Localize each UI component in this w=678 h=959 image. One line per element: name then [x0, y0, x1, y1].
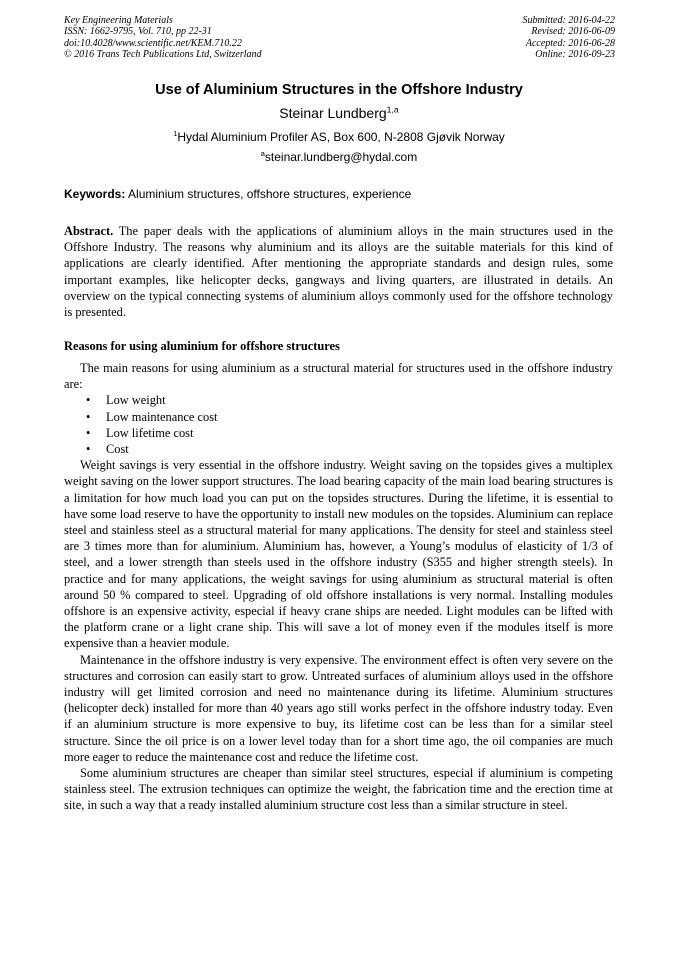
list-item: • Low weight — [86, 392, 613, 408]
journal-name: Key Engineering Materials — [64, 15, 173, 26]
section-heading: Reasons for using aluminium for offshore structures — [64, 339, 340, 353]
author-superscript: 1,a — [386, 104, 399, 115]
section-body — [64, 360, 613, 814]
affiliation-superscript: 1 — [173, 129, 178, 138]
keywords-label: Keywords: — [64, 187, 126, 201]
paper-title: Use of Aluminium Structures in the Offshore Industry — [155, 82, 523, 98]
journal-doi: doi:10.4028/www.scientific.net/KEM.710.22 — [64, 37, 242, 49]
author-name: Steinar Lundberg — [279, 105, 387, 121]
paragraph-maintenance: Maintenance in the offshore industry is very expensive. The environment effect is often very severe on the structures and corrosion can easily start to grow. Untreated surfaces of aluminium alloys used in the offshore industry will get limited corrosion and need no maintenance during its lifetime. Aluminium structures (helicopter deck) installed for more than 40 years ago still works perfect in the offshore industry today. Even if an aluminium structure is more expensive to buy, its lifetime cost can be less than for a similar steel structure. Since the oil price is on a lower level today than for a short time ago, the oil companies are much more eager to reduce the maintenance cost and reduce the lifetime cost. — [64, 652, 613, 764]
author-line — [0, 105, 678, 121]
section-intro: The main reasons for using aluminium as a structural material for structures used in the offshore industry are: — [64, 361, 613, 392]
journal-issn: ISSN: 1662-9795, Vol. 710, pp 22-31 — [64, 26, 212, 38]
email-line — [0, 150, 678, 164]
date-accepted: Accepted: 2016-06-28 — [525, 37, 615, 49]
date-revised: Revised: 2016-06-09 — [531, 26, 615, 38]
affiliation-text: Hydal Aluminium Profiler AS, Box 600, N-2808 Gjøvik Norway — [177, 130, 505, 144]
publication-dates — [523, 15, 616, 61]
keywords-text: Aluminium structures, offshore structures, experience — [125, 187, 412, 201]
email-address: steinar.lundberg@hydal.com — [264, 150, 418, 164]
date-submitted: Submitted: 2016-04-22 — [522, 15, 615, 26]
list-item: • Low maintenance cost — [86, 409, 613, 425]
reasons-list — [64, 392, 613, 457]
date-online: Online: 2016-09-23 — [535, 49, 615, 61]
paragraph-cost: Some aluminium structures are cheaper than similar steel structures, especial if aluminium is competing stainless steel. The extrusion techniques can optimize the weight, the fabrication time and the erection time at site, in such a way that a ready installed aluminium structure cost less than a similar structure in steel. — [64, 766, 613, 813]
list-item: • Cost — [86, 441, 613, 457]
abstract-label: Abstract. — [64, 224, 114, 238]
keywords — [64, 187, 616, 201]
list-item: • Low lifetime cost — [86, 425, 613, 441]
paragraph-weight: Weight savings is very essential in the offshore industry. Weight saving on the topsides gives a multiplex weight saving on the lower support structures. The load bearing capacity of the main load bearing structures is a limitation for how much load you can put on the topsides structures. During the lifetime, it is essential to have some load reserve to have the opportunity to install new modules on the topsides. Aluminium can replace steel and stainless steel as a structural material for many applications. The density for steel and stainless steel are 3 times more than for aluminium. Aluminium has, however, a Young’s modulus of elasticity of 1/3 of steel, and a lower strength than steels used in the offshore industry (S355 and higher strength steels). In practice and for many applications, the weight savings for using aluminium as structural material is often around 50 % compared to steel. Upgrading of old offshore installations is very normal. Installing modules offshore is an expensive activity, especial if heavy crane ships are needed. Light modules can be lifted with the platform crane or a light crane ship. This will save a lot of money even if the modules itself is more expensive than a heavier module. — [64, 458, 613, 651]
journal-info — [64, 15, 262, 61]
journal-copyright: © 2016 Trans Tech Publications Ltd, Switzerland — [64, 49, 262, 61]
abstract-text: The paper deals with the applications of aluminium alloys in the main structures used in the Offshore Industry. The reasons why aluminium and its alloys are the suitable materials for this kind of applications are clearly identified. After mentioning the appropriate standards and design rules, some important examples, like helicopter decks, gangways and living quarters, are illustrated in details. An overview on the typical connecting systems of aluminium alloys commonly used for the offshore technology is presented. — [64, 224, 613, 320]
affiliation-line — [0, 130, 678, 144]
abstract — [64, 223, 613, 320]
email-superscript: a — [260, 149, 265, 158]
